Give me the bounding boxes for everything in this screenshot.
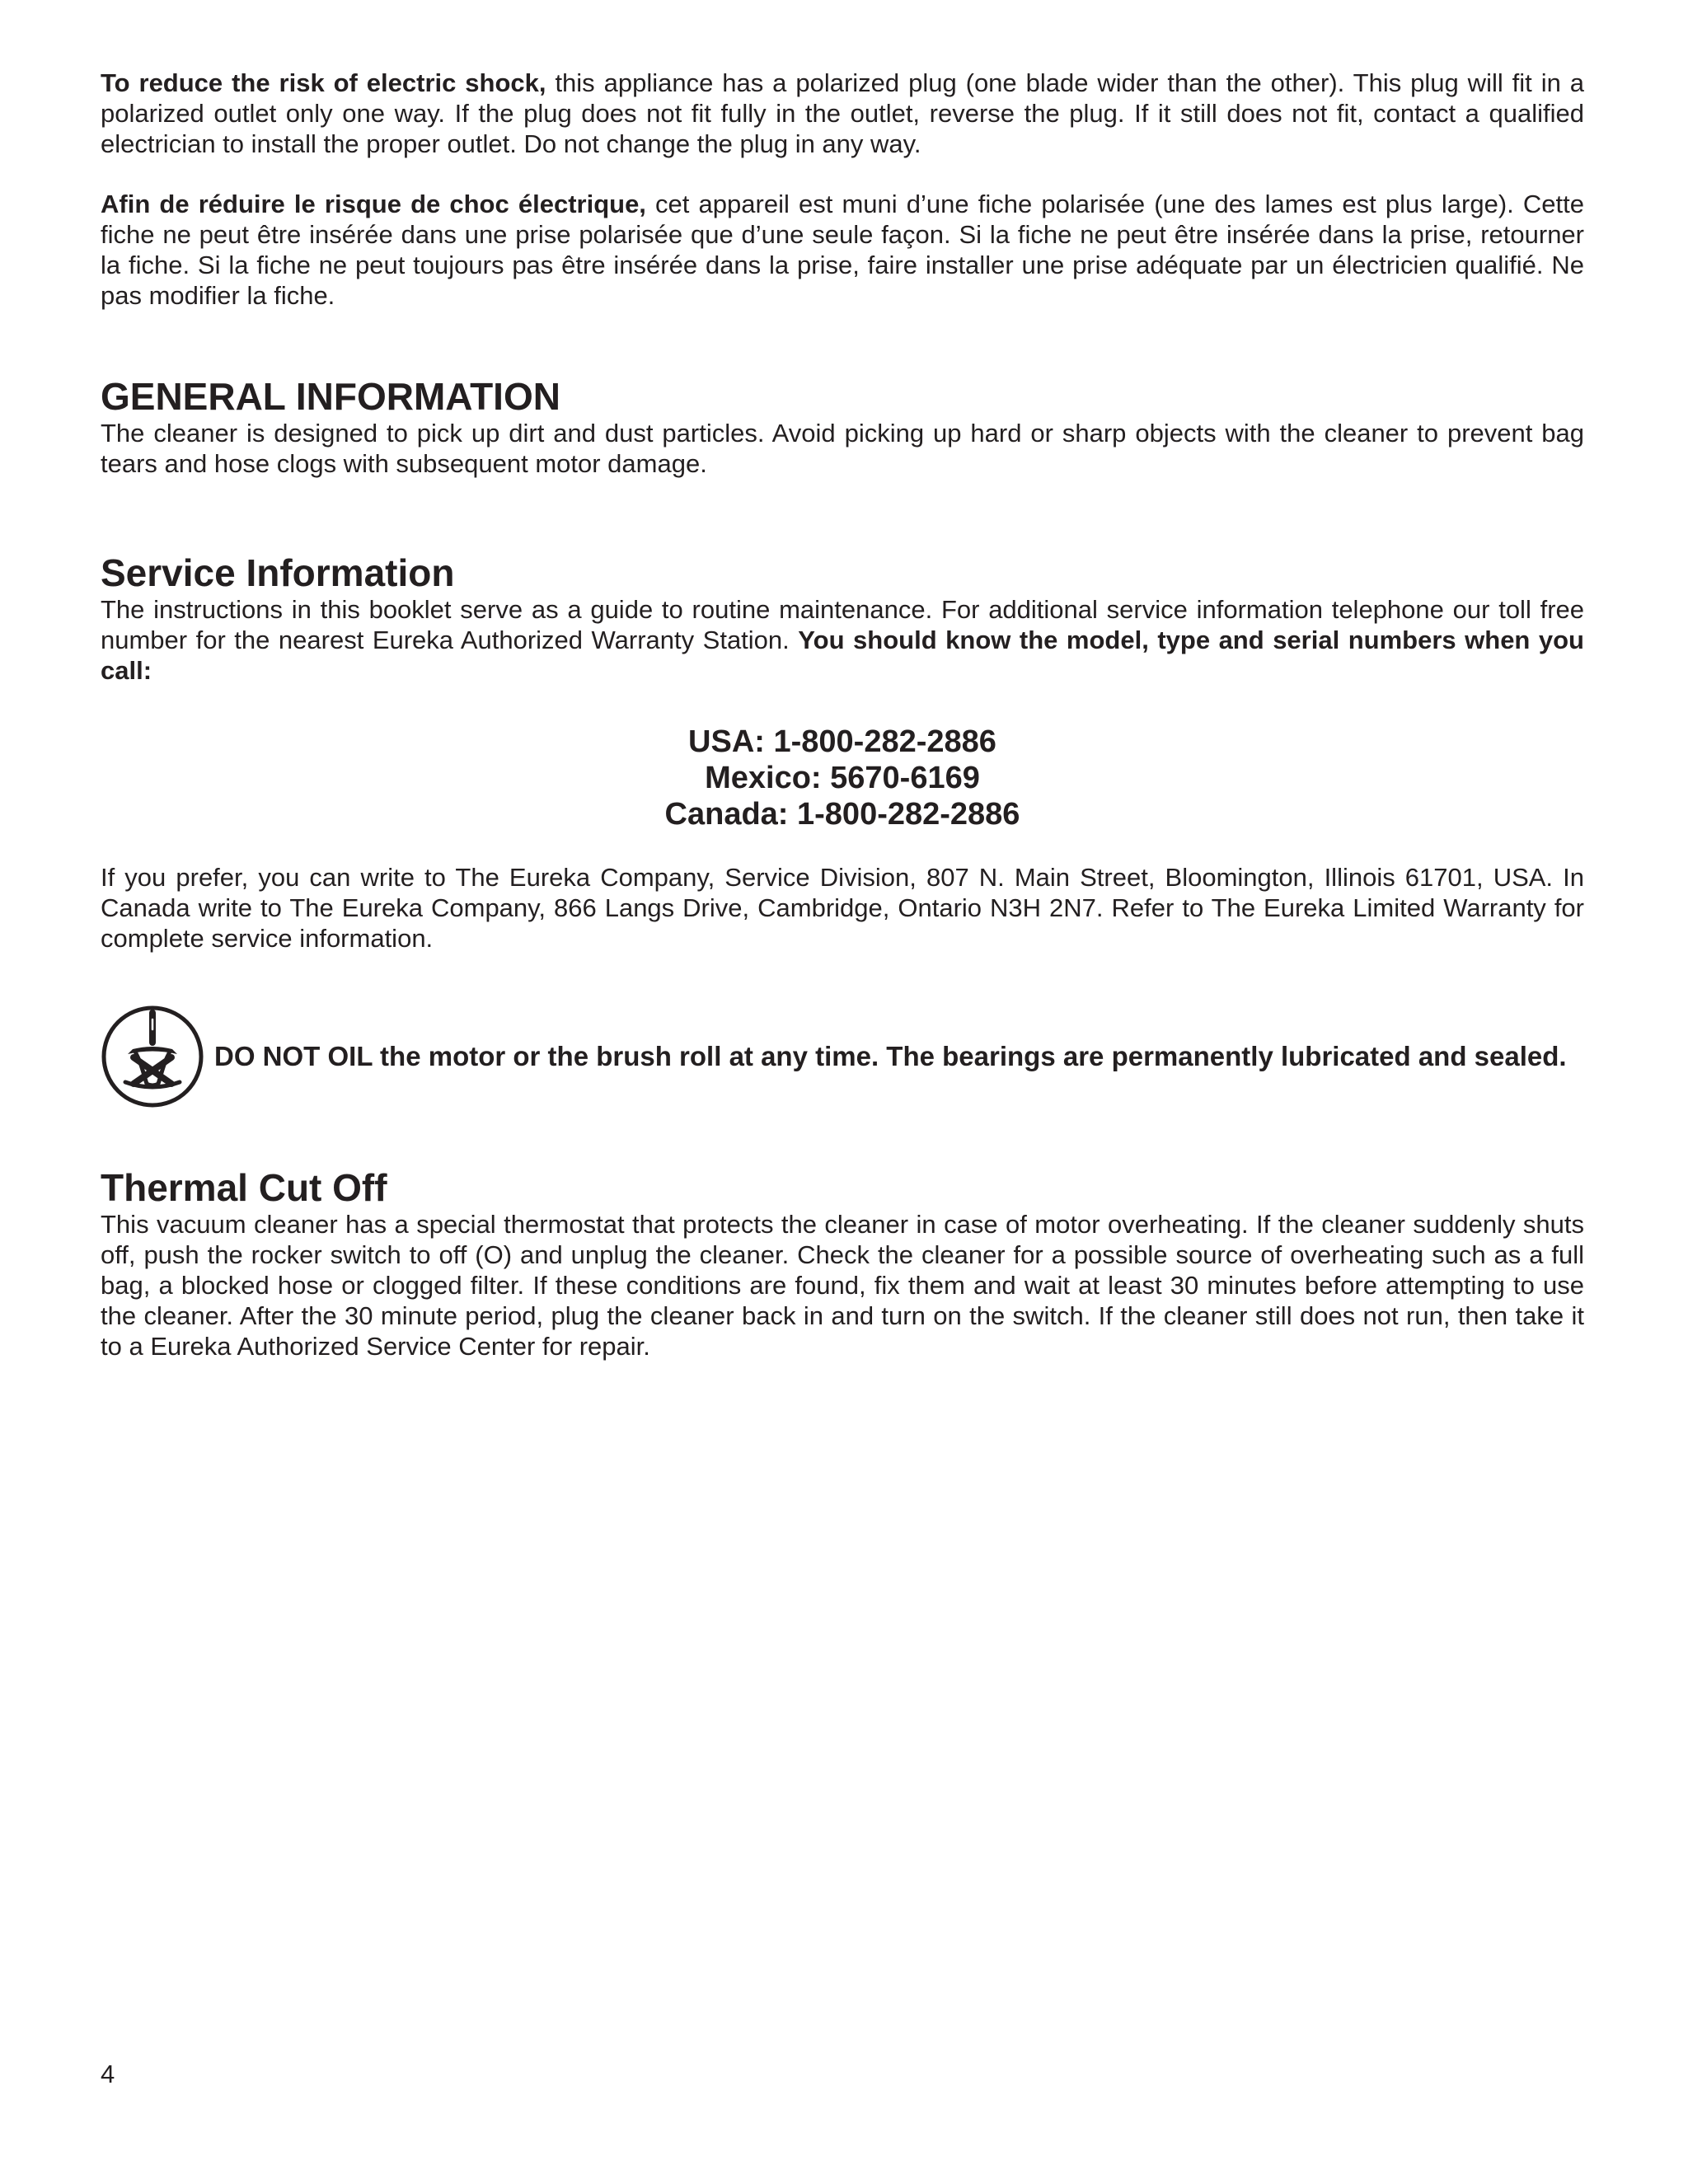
general-information-heading: GENERAL INFORMATION bbox=[101, 375, 560, 418]
general-information-text: The cleaner is designed to pick up dirt and dust particles. Avoid picking up hard or sharp objects with the cleaner to prevent bag tears and hose clogs with subsequent motor damage. bbox=[101, 419, 1584, 478]
service-information-text bbox=[101, 594, 1584, 686]
oil-warning-text: DO NOT OIL the motor or the brush roll at any time. The bearings are permanently lubricated and sealed. bbox=[214, 1041, 1567, 1071]
phone-canada: Canada: 1-800-282-2886 bbox=[664, 797, 1020, 832]
shock-warning-fr bbox=[101, 189, 1584, 311]
phone-usa: USA: 1-800-282-2886 bbox=[688, 724, 996, 759]
shock-warning-en bbox=[101, 68, 1584, 159]
shock-warning-fr-lead: Afin de réduire le risque de choc électrique, bbox=[101, 190, 646, 218]
thermal-cutoff-text: This vacuum cleaner has a special thermostat that protects the cleaner in case of motor overheating. If the cleaner suddenly shuts off, push the rocker switch to off (O) and unplug the cleaner. Check the cleaner for a possible source of overheating such as a full bag, a blocked hose or clogged filter. If these conditions are found, fix them and wait at least 30 minutes before attempting to use the cleaner. After the 30 minute period, plug the cleaner back in and turn on the switch. If the cleaner still does not run, then take it to a Eureka Authorized Service Center for repair. bbox=[101, 1210, 1584, 1361]
oil-warning bbox=[101, 1005, 1584, 1108]
service-information-body: The instructions in this booklet serve as a guide to routine maintenance. For additional service information telephone our toll free number for the nearest Eureka Authorized Warranty Station. bbox=[101, 595, 1584, 654]
shock-warning-fr-body: cet appareil est muni d’une fiche polarisée (une des lames est plus large). Cette fiche ne peut être insérée dans une prise polarisée que d’une seule façon. Si la fiche ne peut être insérée dans la prise, retourner la fiche. Si la fiche ne peut toujours pas être insérée dans la prise, faire installer une prise adéquate par un électricien qualifié. Ne pas modifier la fiche. bbox=[101, 190, 1584, 310]
phone-mexico: Mexico: 5670-6169 bbox=[705, 761, 980, 795]
shock-warning-en-body: this appliance has a polarized plug (one blade wider than the other). This plug will fit in a polarized outlet only one way. If the plug does not fit fully in the outlet, reverse the plug. If it still does not fit, contact a qualified electrician to install the proper outlet. Do not change the plug in any way. bbox=[101, 68, 1584, 158]
service-information-bold: You should know the model, type and serial numbers when you call: bbox=[101, 626, 1584, 685]
shock-warning-en-lead: To reduce the risk of electric shock, bbox=[101, 68, 546, 97]
thermal-cutoff-heading: Thermal Cut Off bbox=[101, 1166, 387, 1209]
service-address-text: If you prefer, you can write to The Eureka Company, Service Division, 807 N. Main Street, Bloomington, Illinois 61701, USA. In Canada write to The Eureka Company, 866 Langs Drive, Cambridge, Ontario N3H 2N7. Refer to The Eureka Limited Warranty for complete service information. bbox=[101, 863, 1584, 953]
service-information-heading: Service Information bbox=[101, 551, 455, 594]
no-oil-icon bbox=[101, 1005, 204, 1108]
document-page bbox=[101, 68, 1584, 1361]
phone-numbers bbox=[101, 724, 1584, 832]
page-number: 4 bbox=[101, 2060, 115, 2088]
